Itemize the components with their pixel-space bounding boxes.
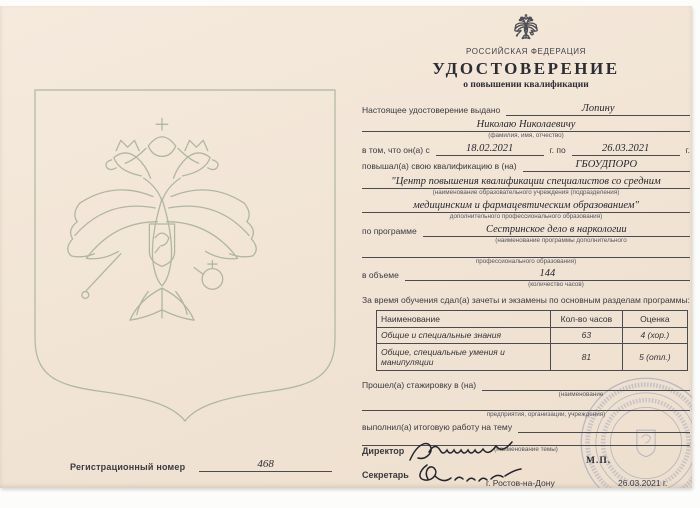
program-continuation-row — [362, 246, 690, 258]
right-page — [362, 12, 690, 488]
g-po-label: г. по — [549, 145, 566, 155]
certificate-title: УДОСТОВЕРЕНИЕ — [432, 59, 620, 78]
subject-hours: 81 — [551, 343, 623, 370]
subject-name: Общие и специальные знания — [377, 327, 551, 343]
program-row — [362, 222, 690, 237]
certificate-paper — [0, 6, 692, 488]
org-abbr-value: ГБОУДПОРО — [523, 159, 690, 172]
volume-label: в объеме — [362, 270, 399, 280]
org-line1-row — [362, 173, 690, 189]
marks-table — [376, 310, 688, 371]
org-caption1: (наименование образовательного учреждения (подразделения) — [432, 189, 620, 196]
name-row — [362, 117, 690, 132]
program-label: по программе — [362, 226, 417, 236]
volume-row — [362, 267, 690, 281]
table-row — [377, 343, 688, 370]
thesis-caption: (наименование темы) — [494, 445, 558, 453]
date-from-value: 18.02.2021 — [436, 143, 544, 156]
org-caption2: дополнительного профессионального образования) — [449, 213, 603, 220]
internship-label: Прошел(а) стажировку в (на) — [362, 379, 477, 390]
registration-number-row — [70, 458, 332, 472]
internship-caption2: предприятия, организации, учреждения) — [486, 410, 606, 418]
secretary-label: Секретарь — [362, 470, 409, 480]
country-name: РОССИЙСКАЯ ФЕДЕРАЦИЯ — [466, 47, 586, 56]
russian-coat-of-arms-icon — [511, 14, 541, 44]
city-label: г. Ростов-на-Дону — [486, 478, 555, 488]
internship-caption1: (наименование — [558, 390, 604, 398]
program-value: Сестринское дело в наркологии — [423, 224, 690, 237]
registration-number-label: Регистрационный номер — [70, 462, 186, 472]
period-row — [362, 141, 690, 156]
director-signature — [408, 439, 528, 463]
internship-row — [362, 377, 690, 391]
volume-value: 144 — [405, 268, 690, 281]
left-page — [0, 6, 352, 488]
double-headed-eagle-watermark-icon — [36, 114, 288, 366]
director-row — [362, 440, 690, 466]
org-line2-row — [362, 198, 690, 213]
stamp-date: 26.03.2021 г. — [618, 478, 668, 488]
subject-grade: 5 (отл.) — [622, 343, 687, 370]
program-caption2: профессионального образования) — [475, 258, 577, 265]
thesis-blank — [518, 432, 690, 433]
col-hours-header: Кол-во часов — [551, 310, 623, 327]
registration-number-value: 468 — [199, 458, 332, 472]
thesis-row — [362, 420, 690, 433]
mp-label: М.П. — [586, 456, 612, 466]
col-name-header: Наименование — [377, 310, 551, 327]
subject-hours: 63 — [551, 327, 623, 343]
fio-caption: (фамилия, имя, отчество) — [488, 132, 564, 139]
header-emblem — [362, 14, 690, 46]
exams-paragraph: За время обучения сдал(а) зачеты и экзамены по основным разделам программы: — [362, 295, 690, 305]
issued-to-label: Настоящее удостоверение выдано — [362, 105, 501, 115]
thesis-label: выполнил(а) итоговую работу на тему — [362, 421, 513, 432]
table-header-row — [377, 310, 688, 327]
org-line1-value: "Центр повышения квалификации специалистов со средним — [362, 176, 690, 189]
signature-footer — [362, 438, 690, 486]
table-row — [377, 327, 688, 343]
subject-name: Общие, специальные умения и манипуляции — [377, 343, 551, 370]
director-label: Директор — [362, 446, 405, 456]
subject-grade: 4 (хор.) — [622, 327, 687, 343]
date-to-value: 26.03.2021 — [572, 143, 680, 156]
improved-label: повышал(а) свою квалификацию в (на) — [362, 161, 517, 171]
improved-row — [362, 157, 690, 172]
surname-value: Лопину — [506, 103, 690, 116]
g-label: г. — [685, 145, 690, 155]
col-grade-header: Оценка — [622, 310, 687, 327]
period-label: в том, что он(а) с — [362, 145, 430, 155]
volume-caption: (количество часов) — [528, 281, 584, 288]
certificate-subtitle: о повышении квалификации — [463, 80, 589, 90]
issued-to-row — [362, 101, 690, 116]
org-line2-value: медицинским и фармацевтическим образованием" — [362, 200, 690, 213]
internship-continuation-row — [362, 400, 690, 411]
program-caption1: (наименование программы дополнительного — [495, 237, 627, 244]
name-patronymic-value: Николаю Николаевичу — [362, 119, 690, 132]
